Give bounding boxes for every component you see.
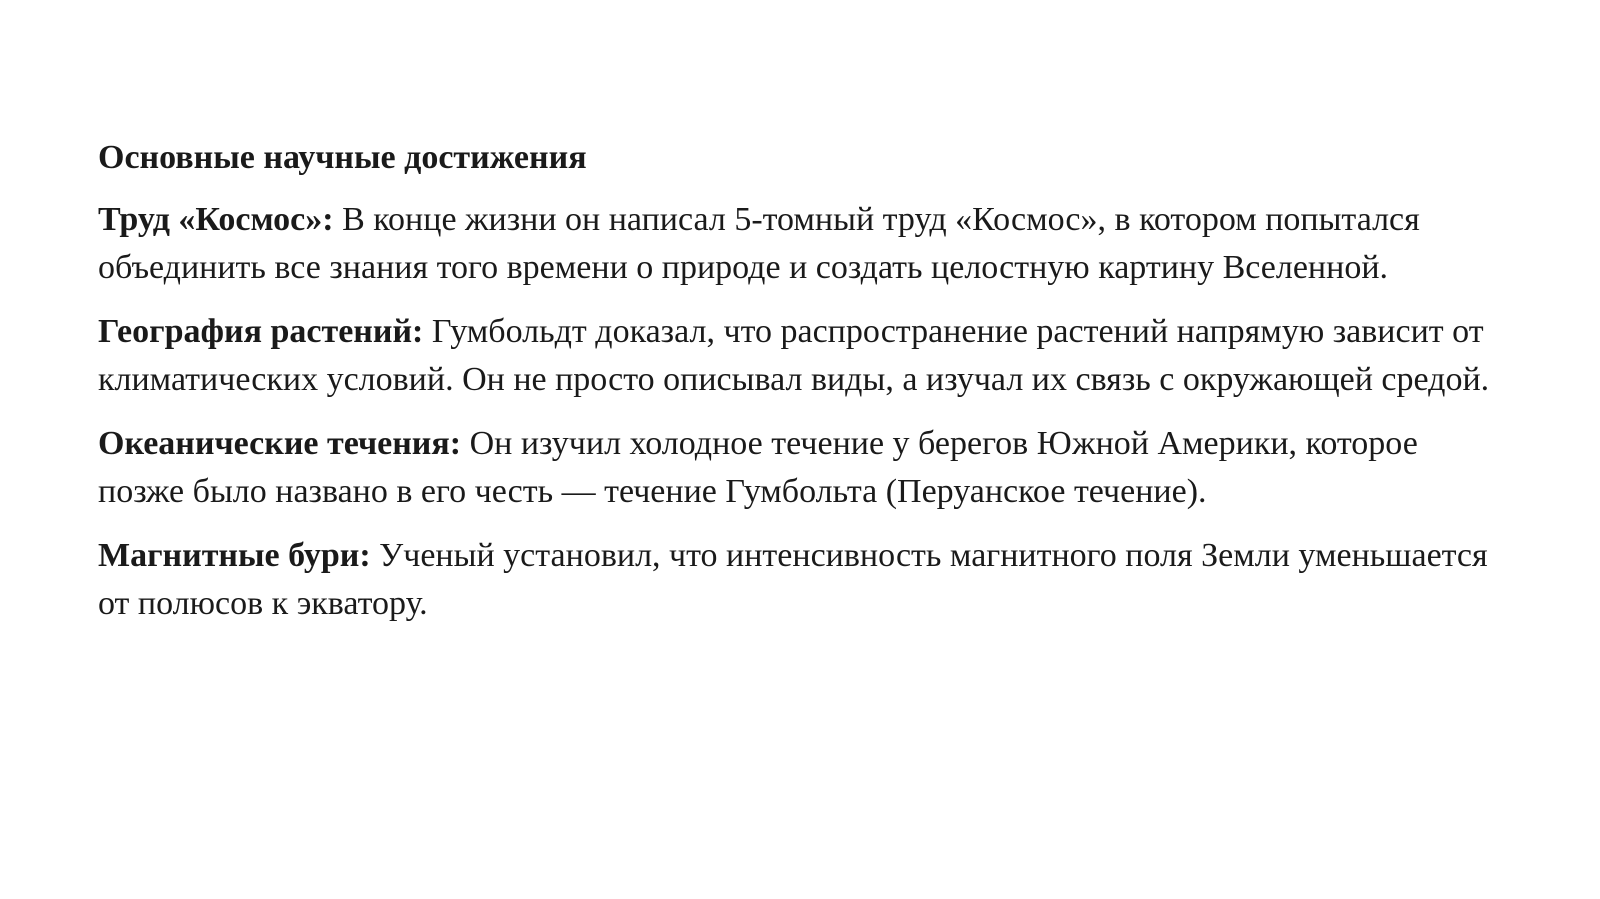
achievement-item-ocean-currents [98,420,1498,516]
achievement-text: Он изучил холодное течение у берегов Южной Америки, которое позже было названо в его честь — течение Гумбольта (Перуанское течение). [98,425,1418,510]
slide-heading: Основные научные достижения [98,139,587,176]
achievement-item-magnetic-storms [98,532,1498,628]
achievement-item-plant-geography [98,308,1498,404]
achievement-item-cosmos [98,196,1498,292]
slide-content [98,134,1498,644]
achievement-term: География растений: [98,313,424,350]
achievement-text: Ученый установил, что интенсивность магнитного поля Земли уменьшается от полюсов к экватору. [98,537,1488,622]
achievement-term: Океанические течения: [98,425,462,462]
achievement-text: В конце жизни он написал 5-томный труд «Космос», в котором попытался объединить все знания того времени о природе и создать целостную картину Вселенной. [98,201,1420,286]
achievement-text: Гумбольдт доказал, что распространение растений напрямую зависит от климатических условий. Он не просто описывал виды, а изучал их связь с окружающей средой. [98,313,1490,398]
achievement-term: Труд «Космос»: [98,201,334,238]
achievement-term: Магнитные бури: [98,537,371,574]
